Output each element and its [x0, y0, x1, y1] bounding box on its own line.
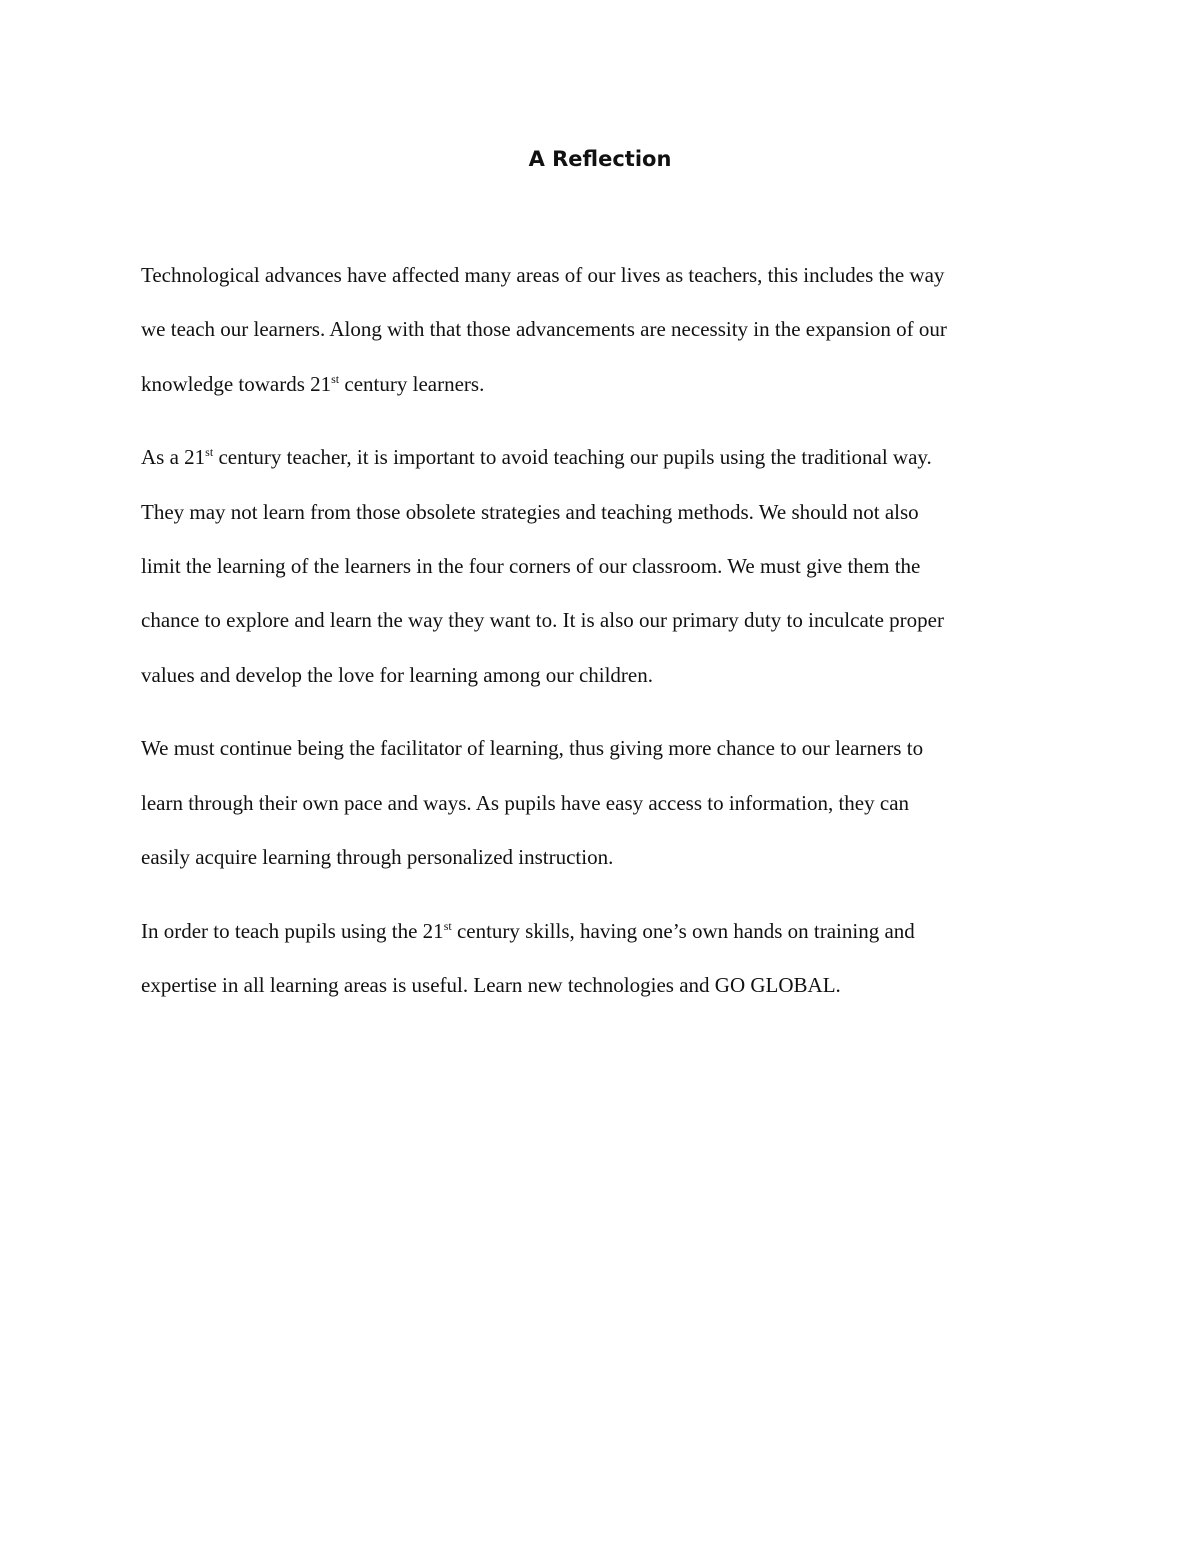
text-line [141, 357, 1081, 411]
text-line [141, 485, 1081, 539]
text-run: limit the learning of the learners in the four corners of our classroom. We must give them the [141, 553, 921, 578]
text-run: learn through their own pace and ways. As pupils have easy access to information, they can [141, 790, 910, 815]
text-line [141, 904, 1081, 958]
text-line [141, 430, 1081, 484]
paragraph [141, 248, 1081, 411]
text-line [141, 830, 1081, 884]
text-run: As a 21 [141, 445, 206, 470]
paragraph [141, 721, 1081, 884]
text-run: century skills, having one’s own hands on training and [451, 918, 915, 943]
text-run: century learners. [339, 371, 485, 396]
text-run: century teacher, it is important to avoid teaching our pupils using the traditional way. [213, 445, 932, 470]
text-run: knowledge towards 21 [141, 371, 332, 396]
text-run: In order to teach pupils using the 21 [141, 918, 444, 943]
text-line [141, 776, 1081, 830]
text-run: They may not learn from those obsolete strategies and teaching methods. We should not also [141, 499, 919, 524]
text-line [141, 721, 1081, 775]
paragraph [141, 430, 1081, 701]
text-line [141, 302, 1081, 356]
text-run: expertise in all learning areas is useful. Learn new technologies and GO GLOBAL. [141, 973, 841, 998]
ordinal-superscript: st [205, 445, 214, 460]
text-line [141, 593, 1081, 647]
text-run: chance to explore and learn the way they want to. It is also our primary duty to inculcate proper [141, 608, 944, 633]
text-line [141, 248, 1081, 302]
text-line [141, 958, 1081, 1012]
text-line [141, 648, 1081, 702]
paragraph [141, 904, 1081, 1013]
text-run: Technological advances have affected many areas of our lives as teachers, this includes the way [141, 263, 945, 287]
text-run: We must continue being the facilitator of learning, thus giving more chance to our learners to [141, 736, 924, 761]
page-title: A Reflection [528, 147, 672, 171]
text-run: we teach our learners. Along with that those advancements are necessity in the expansion of our [141, 317, 947, 342]
ordinal-superscript: st [331, 371, 340, 386]
document-body [141, 248, 1081, 1032]
text-run: easily acquire learning through personalized instruction. [141, 844, 614, 869]
text-run: values and develop the love for learning among our children. [141, 662, 653, 687]
ordinal-superscript: st [443, 918, 452, 933]
text-line [141, 539, 1081, 593]
